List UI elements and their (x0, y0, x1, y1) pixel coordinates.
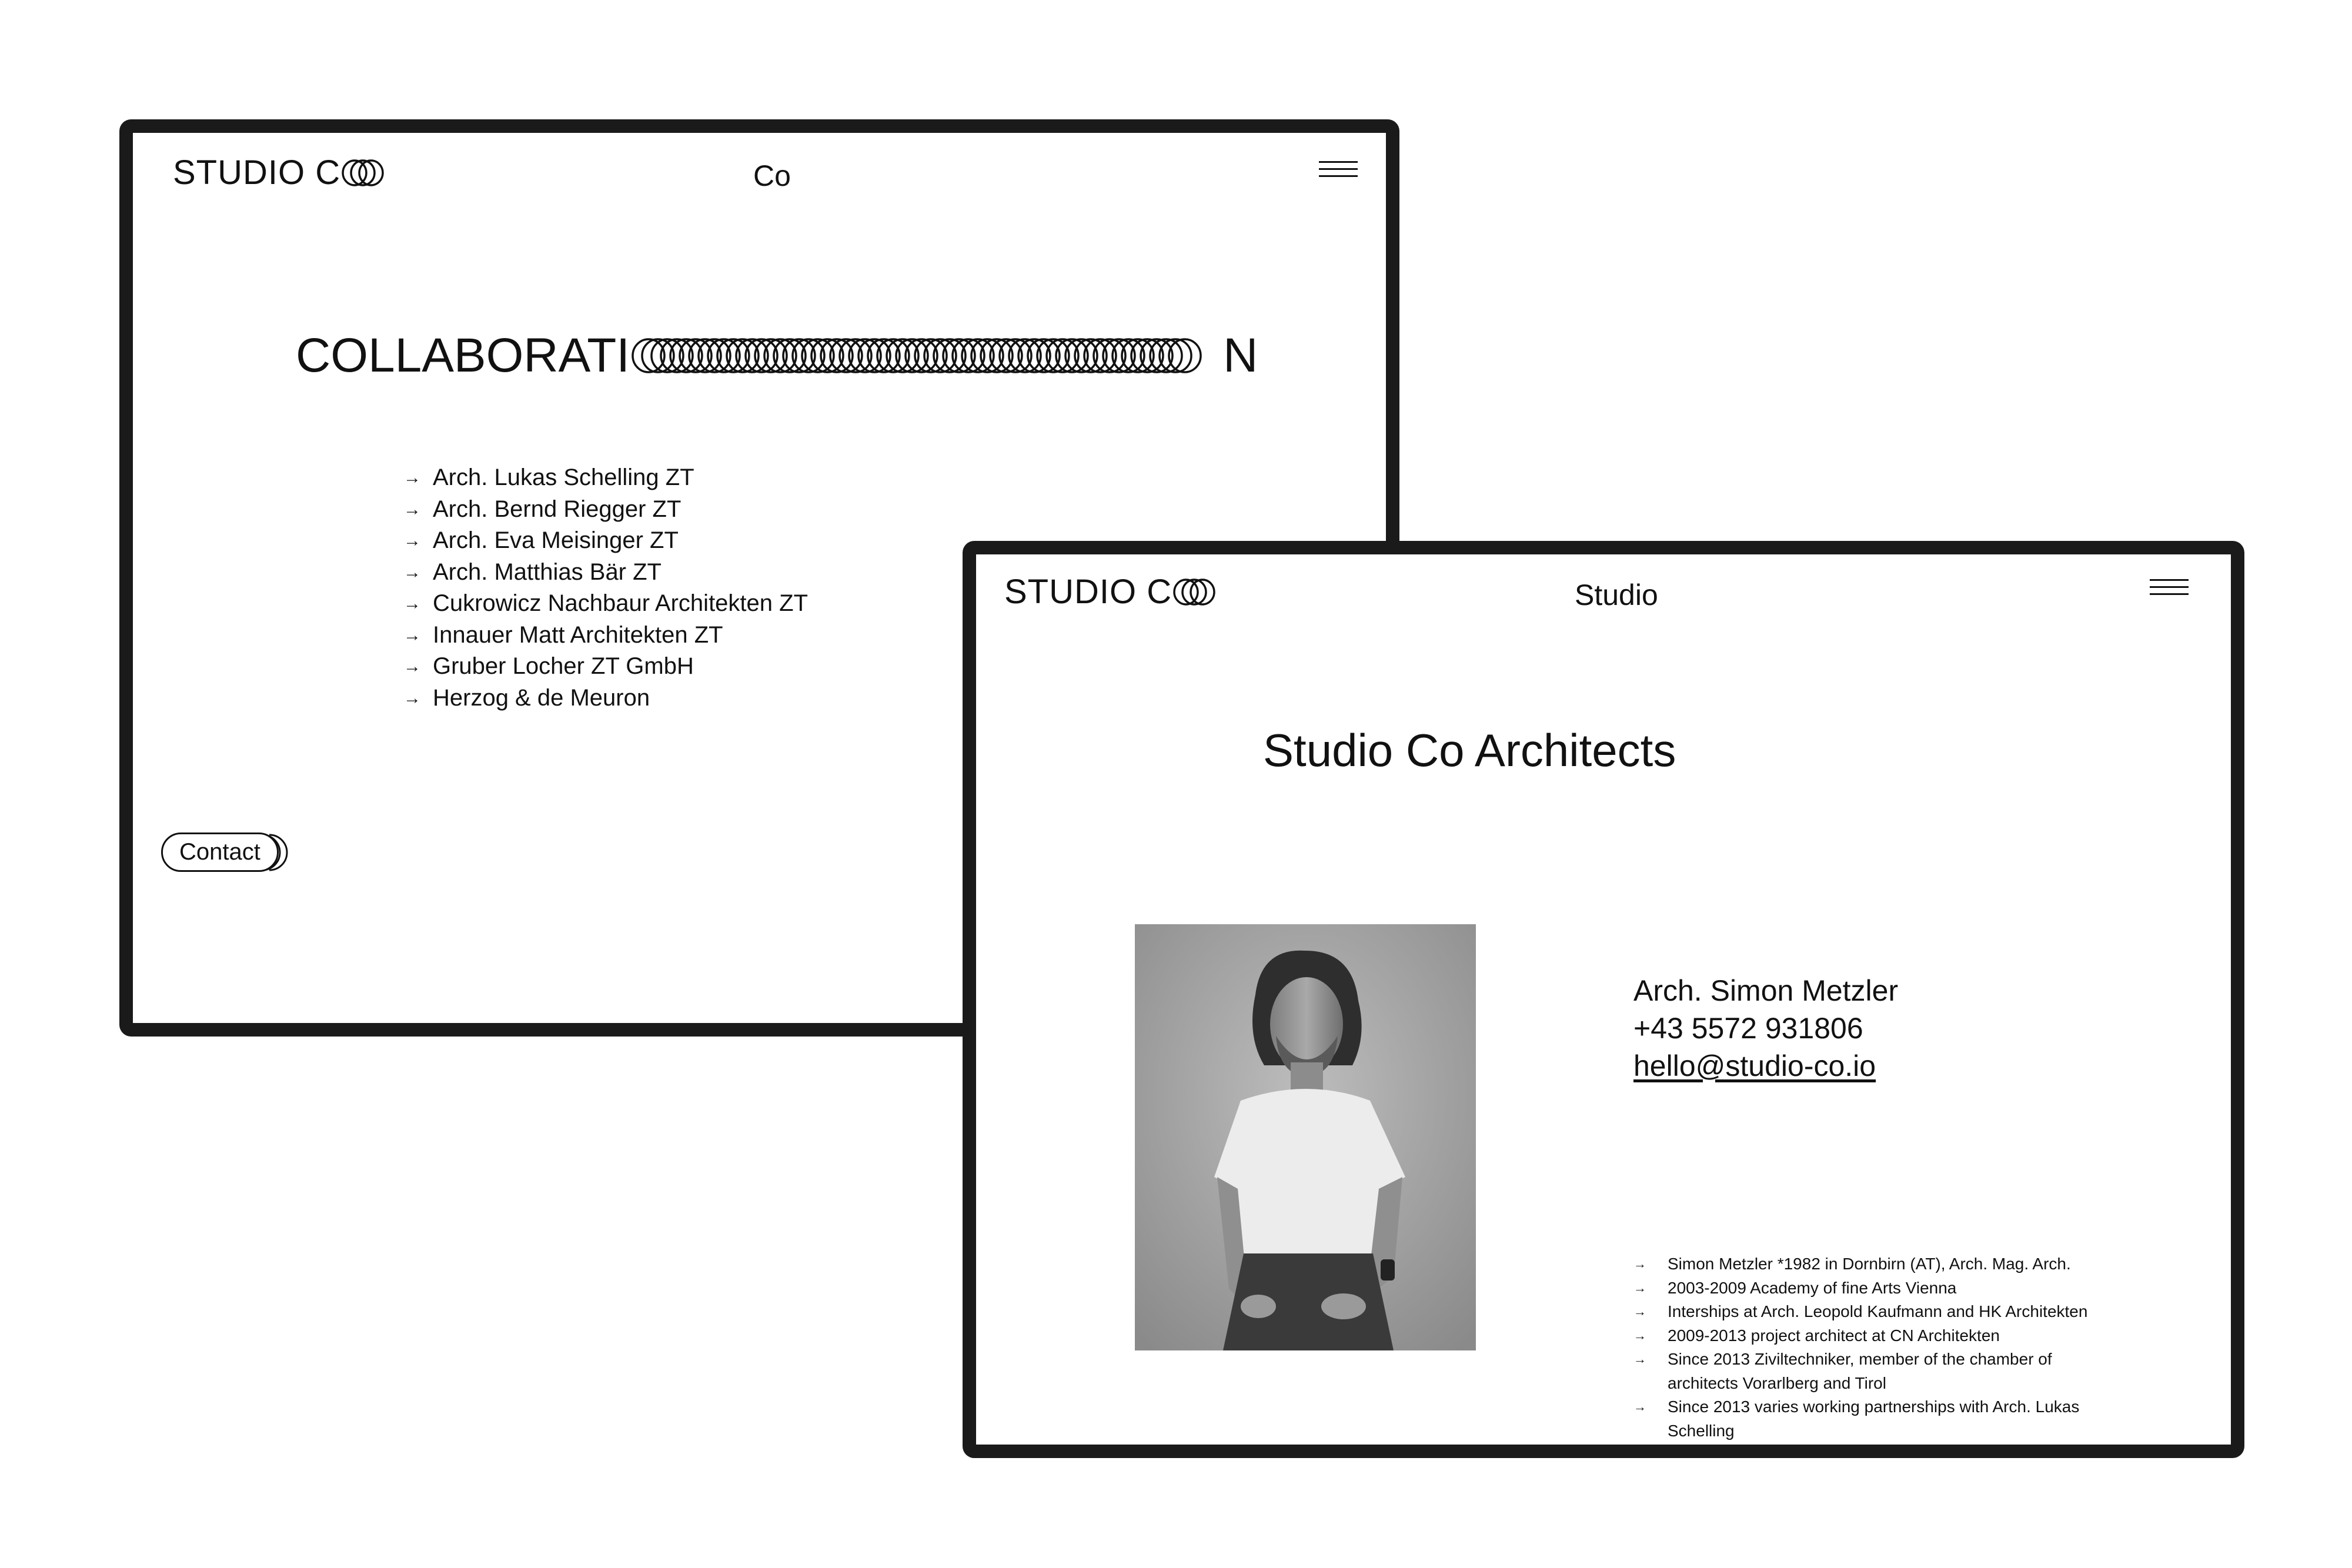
arrow-right-icon: → (403, 625, 421, 645)
logo-text: STUDIO C (1004, 573, 1172, 611)
nav-title: Co (753, 159, 791, 192)
bio-list (1633, 1252, 2092, 1443)
linked-rings-icon (1173, 577, 1215, 607)
arrow-right-icon: → (1633, 1352, 1646, 1366)
list-item: → Since 2013 varies working partnerships with Arch. Lukas Schelling (1633, 1395, 2092, 1443)
contact-button[interactable] (161, 833, 292, 872)
contact-details (1633, 972, 1898, 1085)
studio-page-window (963, 541, 2244, 1458)
hamburger-icon[interactable] (2150, 579, 2189, 597)
contact-email-link[interactable]: hello@studio-co.io (1633, 1049, 1876, 1082)
arrow-right-icon: → (1633, 1280, 1646, 1295)
list-item[interactable]: → Arch. Bernd Riegger ZT (403, 494, 808, 526)
list-item[interactable]: → Innauer Matt Architekten ZT (403, 620, 808, 651)
list-item: → Simon Metzler *1982 in Dornbirn (AT), Arch. Mag. Arch. (1633, 1252, 2092, 1276)
list-item[interactable]: → Arch. Eva Meisinger ZT (403, 525, 808, 557)
list-item[interactable]: → Arch. Matthias Bär ZT (403, 557, 808, 589)
page-title: Studio Co Architects (1263, 724, 1676, 776)
hamburger-icon[interactable] (1319, 161, 1358, 179)
studio-co-logo[interactable] (173, 153, 384, 192)
studio-co-logo[interactable] (1004, 572, 1215, 611)
list-item[interactable]: → Cukrowicz Nachbaur Architekten ZT (403, 588, 808, 620)
collaboration-heading (296, 328, 1258, 383)
arrow-right-icon: → (403, 688, 421, 708)
nav-title: Studio (1575, 579, 1658, 611)
contact-button-label: Contact (161, 833, 279, 872)
arrow-right-icon: → (1633, 1256, 1646, 1271)
list-item[interactable]: → Arch. Lukas Schelling ZT (403, 462, 808, 494)
heading-start: COLLABORATI (296, 329, 630, 382)
contact-phone[interactable]: +43 5572 931806 (1633, 1012, 1863, 1045)
arrow-right-icon: → (403, 499, 421, 519)
list-item: → 2009-2013 project architect at CN Architekten (1633, 1324, 2092, 1348)
portrait-photo (1135, 924, 1476, 1350)
logo-text: STUDIO C (173, 153, 341, 192)
arrow-right-icon: → (403, 531, 421, 550)
arrow-right-icon: → (403, 468, 421, 487)
heading-end: N (1223, 329, 1258, 382)
contact-name: Arch. Simon Metzler (1633, 974, 1899, 1007)
arrow-right-icon: → (403, 562, 421, 582)
list-item: → Since 2013 Ziviltechniker, member of the chamber of architects Vorarlberg and Tirol (1633, 1348, 2092, 1395)
arrow-right-icon: → (1633, 1328, 1646, 1343)
list-item[interactable]: → Herzog & de Meuron (403, 683, 808, 714)
partner-list (403, 462, 808, 714)
repeated-rings-icon (631, 337, 1222, 375)
arrow-right-icon: → (403, 657, 421, 676)
linked-rings-icon (342, 158, 384, 188)
list-item: → Interships at Arch. Leopold Kaufmann and HK Architekten (1633, 1300, 2092, 1324)
list-item[interactable]: → Gruber Locher ZT GmbH (403, 651, 808, 683)
arrow-right-icon: → (1633, 1304, 1646, 1319)
arrow-right-icon: → (1633, 1399, 1646, 1414)
list-item: → 2003-2009 Academy of fine Arts Vienna (1633, 1276, 2092, 1300)
arrow-right-icon: → (403, 594, 421, 613)
